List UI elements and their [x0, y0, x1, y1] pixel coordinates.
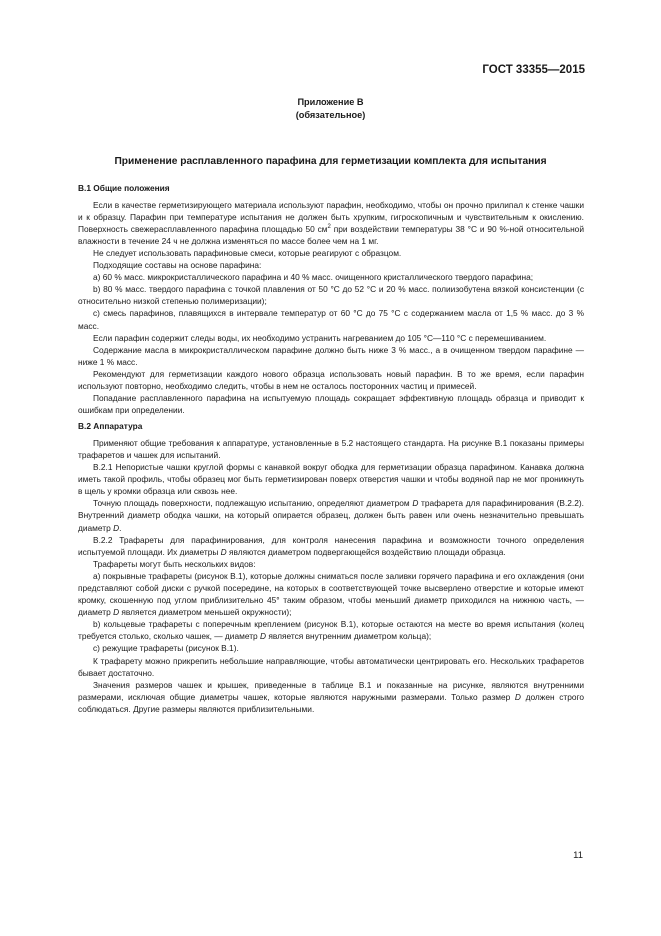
text-run: Значения размеров чашек и крышек, приведенные в таблице В.1 и показанные на рисунке, являются внутренними размерами, исключая общие диаметры чашек, которые являются наружными размерами. Только размер: [78, 679, 584, 702]
text-run: Если в качестве герметизирующего материала используют парафин, необходимо, чтобы он прочно прилипал к стенке чашки и к образцу. Парафин при температуре испытания не должен быть хрупким, гигроскопичным и чувствительным к окислению. Поверхность свежерасплавленного парафина площадью 50 см: [78, 199, 584, 234]
symbol-d: D: [412, 498, 419, 509]
text-run: b) кольцевые трафареты с поперечным креплением (рисунок В.1), которые остаются на месте во время испытания (колец требуется столько, сколько чашек, — диаметр: [78, 619, 584, 642]
standard-number: ГОСТ 33355—2015: [482, 64, 585, 76]
text-run: является внутренним диаметром кольца);: [266, 631, 432, 642]
document-title: Применение расплавленного парафина для герметизации комплекта для испытания: [114, 156, 547, 167]
paragraph: Подходящие составы на основе парафина:: [93, 260, 262, 271]
symbol-d: D: [113, 607, 120, 618]
text-run: должен строго соблюдаться. Другие размеры являются приблизительными.: [78, 691, 584, 714]
text-run: трафарета для парафинирования (В.2.2). Внутренний диаметр ободка чашки, на который опирается образец, должен быть равен или очень незначительно превышать диаметр: [78, 498, 584, 533]
paragraph: [78, 497, 584, 533]
paragraph: [78, 534, 584, 558]
page-number: 11: [573, 850, 583, 861]
paragraph: Не следует использовать парафиновые смеси, которые реагируют с образцом.: [93, 247, 402, 258]
paragraph: [78, 679, 584, 715]
symbol-d: D: [514, 691, 521, 702]
list-item: b) 80 % масс. твердого парафина с точкой плавления от 50 °С до 52 °С и 20 % масс. полиизобутена вязкой консистенции (с относительно низкой степенью полимеризации);: [78, 284, 584, 307]
section-heading: В.2 Аппаратура: [78, 421, 143, 432]
document-body: [78, 182, 584, 715]
paragraph: Применяют общие требования к аппаратуре, установленные в 5.2 настоящего стандарта. На рисунке В.1 показаны примеры трафаретов и чашек для испытаний.: [78, 437, 584, 460]
symbol-d: D: [113, 522, 120, 533]
paragraph: Если парафин содержит следы воды, их необходимо устранить нагреванием до 105 °С—110 °С с перемешиванием.: [93, 332, 547, 343]
text-run: В.2.2 Трафареты для парафинирования, для контроля нанесения парафина и возможности точного определения испытуемой площади. Их диаметры: [78, 534, 584, 557]
paragraph: Попадание расплавленного парафина на испытуемую площадь сокращает эффективную площадь образца и приводит к ошибкам при определении.: [78, 393, 584, 416]
symbol-d: D: [220, 546, 227, 557]
annex-heading: [0, 96, 661, 122]
list-item: с) смесь парафинов, плавящихся в интервале температур от 60 °С до 75 °С с содержанием масла от 1,5 % масс. до 3 % масс.: [78, 308, 584, 331]
text-run: Точную площадь поверхности, подлежащую испытанию, определяют диаметром: [93, 498, 413, 509]
symbol-d: D: [260, 631, 267, 642]
list-item: а) 60 % масс. микрокристаллического парафина и 40 % масс. очищенного кристаллического твердого парафина;: [93, 272, 534, 283]
paragraph: В.2.1 Непористые чашки круглой формы с канавкой вокруг ободка для герметизации образца парафином. Канавка должна иметь такой профиль, чтобы образец мог быть герметизирован поверх отверстия чашки и чтобы водяной пар не мог проникнуть в щель у кромки образца или сквозь нее.: [78, 462, 584, 497]
annex-title: Приложение В: [297, 97, 364, 107]
paragraph: К трафарету можно прикрепить небольшие направляющие, чтобы автоматически центрировать его. Нескольких трафаретов бывает достаточно.: [78, 655, 584, 678]
text-run: .: [119, 522, 122, 533]
paragraph: Трафареты могут быть нескольких видов:: [93, 558, 256, 569]
paragraph: Содержание масла в микрокристаллическом парафине должно быть ниже 3 % масс., а в очищенном твердом парафине — ниже 1 % масс.: [78, 344, 584, 367]
text-run: являются диаметром подвергающейся воздействию площади образца.: [226, 546, 506, 557]
paragraph: Рекомендуют для герметизации каждого нового образца использовать новый парафин. В то же время, если парафин используют повторно, необходимо следить, чтобы в нем не осталось посторонних частиц и примесей.: [78, 368, 584, 391]
superscript: 2: [327, 224, 331, 230]
text-run: а) покрывные трафареты (рисунок В.1), которые должны сниматься после заливки горячего парафина и его охлаждения (они представляют собой диски с ручкой посередине, на которых в соответствующей точке высверлено отверстие и которые имеют кромку, скошенную под углом приблизительно 45° таким образом, чтобы меньший диаметр приходился на нижнюю часть, — диаметр: [78, 570, 584, 618]
annex-status: (обязательное): [295, 110, 366, 120]
text-run: является диаметром меньшей окружности);: [119, 607, 292, 618]
paragraph: [78, 199, 584, 247]
list-item: [78, 618, 584, 642]
text-run: при воздействии температуры 38 °С и 90 %-ной относительной влажности в течение 24 ч не должна изменяться по массе более чем на 1 мг.: [78, 223, 584, 246]
list-item: с) режущие трафареты (рисунок В.1).: [93, 643, 239, 654]
list-item: [78, 570, 584, 618]
section-heading: В.1 Общие положения: [78, 183, 170, 193]
